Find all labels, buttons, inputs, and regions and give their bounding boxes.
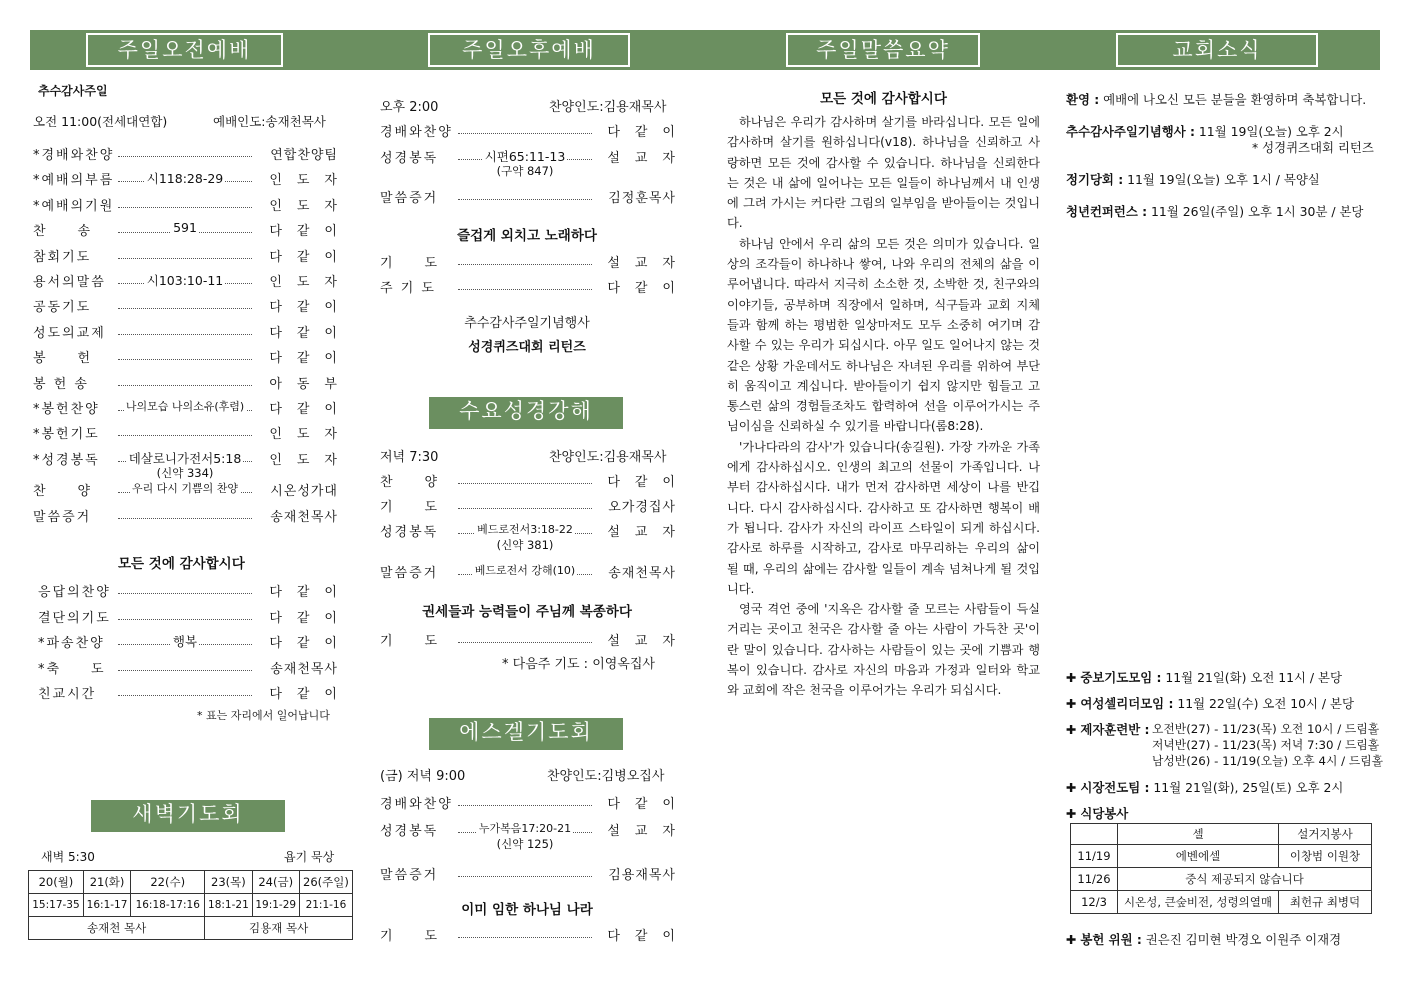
morning-time: 오전 11:00(전세대연합) bbox=[33, 114, 168, 129]
order-label: 성경봉독 bbox=[380, 525, 439, 540]
dawn-book: 욥기 묵상 bbox=[284, 850, 335, 864]
order-detail: 우리 다시 기쁨의 찬양 bbox=[131, 482, 239, 496]
order-label: 성경봉독 bbox=[380, 823, 439, 839]
summary-body bbox=[727, 112, 1040, 701]
ezekiel-time: (금) 저녁 9:00 bbox=[380, 769, 466, 784]
order-person: 설 교 자 bbox=[607, 525, 676, 540]
leader-dots bbox=[118, 695, 252, 696]
news-prayer-label: 중보기도모임 : bbox=[1080, 670, 1162, 685]
summary-paragraph: 하나님은 우리가 감사하며 살기를 바라십니다. 모든 일에 감사하며 살기를 원하십니다(v18). 하나님을 신뢰하고 사랑하면 모든 것에 감사할 수 있습니다. 하나님을 신뢰한다는 것은 내 삶에 일어나는 모든 일들이 하나님께서 내 인생에 그려 가시는 커다란 그림의 일부임을 받아들이는 것입니다. bbox=[727, 115, 1040, 231]
dawn-day: 23(목) bbox=[205, 871, 252, 894]
wednesday-time: 저녁 7:30 bbox=[380, 450, 439, 465]
order-label: 응답의찬양 bbox=[38, 585, 111, 600]
cross-icon: ✚ bbox=[1066, 722, 1077, 737]
news-women-text: 11월 22일(수) 오전 10시 / 본당 bbox=[1177, 696, 1354, 711]
news-kitchen-label: 식당봉사 bbox=[1080, 806, 1129, 821]
order-label: 기 도 bbox=[380, 634, 440, 649]
news-disciple-label: 제자훈련반 : bbox=[1080, 722, 1150, 737]
cross-icon: ✚ bbox=[1066, 780, 1077, 795]
order-person: 설 교 자 bbox=[607, 823, 676, 839]
order-detail: 베드로전서3:18-22 bbox=[477, 523, 573, 536]
news-youth bbox=[1066, 202, 1363, 220]
news-street-label: 시장전도팀 : bbox=[1080, 780, 1150, 795]
order-detail: 시103:10-11 bbox=[146, 273, 224, 288]
order-person: 다 같 이 bbox=[607, 125, 676, 140]
kitchen-head-cell: 셀 bbox=[1118, 824, 1279, 845]
leader-dots bbox=[118, 435, 252, 436]
dawn-day: 21(화) bbox=[83, 871, 130, 894]
order-person: 시온성가대 bbox=[270, 484, 338, 500]
order-detail: 591 bbox=[173, 220, 197, 236]
order-label: 말씀증거 bbox=[33, 509, 92, 525]
kitchen-table bbox=[1070, 823, 1372, 914]
dawn-passage: 15:17-35 bbox=[29, 894, 84, 917]
order-label: 찬 양 bbox=[33, 484, 93, 500]
order-label: 기 도 bbox=[380, 929, 440, 944]
ezekiel-sermon-title: 이미 임한 하나님 나라 bbox=[461, 902, 593, 918]
order-person: 아 동 부 bbox=[269, 376, 338, 392]
cross-icon: ✚ bbox=[1066, 932, 1077, 947]
order-person: 다 같 이 bbox=[269, 687, 338, 702]
leader-dots bbox=[118, 670, 252, 671]
news-disciple bbox=[1066, 720, 1149, 738]
morning-sermon-title: 모든 것에 감사합시다 bbox=[118, 556, 245, 572]
cross-icon: ✚ bbox=[1066, 670, 1077, 685]
order-person: 설 교 자 bbox=[607, 151, 676, 166]
order-label: 결단의기도 bbox=[38, 610, 111, 626]
leader-dots bbox=[458, 805, 592, 806]
leader-dots bbox=[458, 483, 592, 484]
dawn-passage: 16:1-17 bbox=[83, 894, 130, 917]
order-person: 다 같 이 bbox=[607, 475, 676, 490]
order-detail: 행복 bbox=[172, 634, 198, 649]
dawn-leader-2: 김용재 목사 bbox=[205, 917, 353, 940]
news-session bbox=[1066, 170, 1320, 188]
order-label: 경배와찬양 bbox=[380, 125, 453, 140]
dawn-time: 새벽 5:30 bbox=[41, 850, 95, 864]
dawn-days-row bbox=[29, 871, 353, 894]
order-label: *파송찬양 bbox=[38, 636, 105, 651]
leader-dots bbox=[458, 264, 592, 265]
news-welcome-text: 예배에 나오신 모든 분들을 환영하며 축복합니다. bbox=[1103, 92, 1367, 107]
dawn-day: 26(주일) bbox=[299, 871, 352, 894]
order-label: 참회기도 bbox=[33, 249, 92, 265]
leader-dots bbox=[118, 593, 252, 594]
order-detail: 나의모습 나의소유(후렴) bbox=[125, 400, 245, 413]
order-person: 김정훈목사 bbox=[608, 191, 676, 206]
order-person: 인 도 자 bbox=[269, 198, 338, 214]
dawn-passages-row bbox=[29, 894, 353, 917]
news-thanks-label: 추수감사주일기념행사 : bbox=[1066, 124, 1195, 139]
order-label: *축 도 bbox=[38, 661, 106, 677]
leader-dots bbox=[118, 518, 252, 519]
order-detail: 시118:28-29 bbox=[146, 171, 224, 187]
news-disciple-line: 오전반(27) - 11/23(목) 오전 10시 / 드림홀 bbox=[1152, 722, 1380, 736]
news-kitchen bbox=[1066, 804, 1128, 822]
order-subnote: (구약 847) bbox=[496, 164, 554, 178]
kitchen-date: 11/19 bbox=[1071, 845, 1118, 868]
leader-dots bbox=[118, 258, 252, 259]
dawn-passage: 21:1-16 bbox=[299, 894, 352, 917]
title-afternoon: 주일오후예배 bbox=[428, 33, 630, 67]
summary-paragraph: 하나님 안에서 우리 삶의 모든 것은 의미가 있습니다. 일상의 조각들이 하나하나 쌓여, 나와 우리의 전체의 삶을 이루어냅니다. 따라서 지극히 소소한 것, 소박한 것, 친구와의 이야기들, 공부하며 직장에서 일하며, 식구들과 교회 지체들과 함께 하는 평범한 일상마저도 모두 소중히 여기며 감사할 수 있는 우리가 되십시다. 아무 일도 일어나지 않는 것 같은 상황 가운데서도 하나님은 자녀된 우리를 위하여 부단히 움직이고 계십니다. 받아들이기 쉽지 않지만 힘들고 고통스런 삶의 경험들조차도 합력하여 선을 이루어가시는 주님이심을 신뢰하실 수 있기를 바랍니다(롬8:28). bbox=[727, 236, 1040, 434]
news-offering-label: 봉헌 위원 : bbox=[1080, 932, 1142, 947]
leader-dots bbox=[458, 508, 592, 509]
order-label: 기 도 bbox=[380, 256, 440, 271]
order-label: *경배와찬양 bbox=[33, 148, 115, 163]
summary-paragraph: '가나다라의 감사'가 있습니다(송길원). 가장 가까운 가족에게 감사하십시오. 인생의 최고의 선물이 가족입니다. 나부터 감사하십시다. 내가 먼저 감사하면 세상이 나를 반깁니다. 다시 감사하십시다. 감사하고 또 감사하면 행복이 배가 됩니다. 감사가 자신의 라이프 스타일이 되게 하십시다. 감사로 하루를 시작하고, 감사로 마무리하는 우리의 삶이 될 때, 우리의 삶에는 감사할 일들이 계속 넘쳐나게 될 것입니다. bbox=[727, 439, 1040, 596]
order-person: 인 도 자 bbox=[269, 427, 338, 443]
order-label: 말씀증거 bbox=[380, 566, 439, 581]
afternoon-time: 오후 2:00 bbox=[380, 100, 439, 115]
order-person: 다 같 이 bbox=[269, 636, 338, 651]
order-label: 주 기 도 bbox=[380, 281, 436, 296]
news-thanks-sub: * 성경퀴즈대회 리턴즈 bbox=[1252, 140, 1374, 155]
order-person: 다 같 이 bbox=[269, 249, 338, 265]
news-session-label: 정기당회 : bbox=[1066, 172, 1124, 187]
order-label: 봉 헌 송 bbox=[33, 376, 89, 392]
kitchen-notice: 중식 제공되지 않습니다 bbox=[1118, 868, 1372, 891]
order-person: 다 같 이 bbox=[269, 585, 338, 600]
order-person: 인 도 자 bbox=[269, 275, 338, 290]
title-morning: 주일오전예배 bbox=[86, 33, 283, 67]
order-person: 인 도 자 bbox=[269, 452, 338, 468]
leader-dots bbox=[458, 199, 592, 200]
order-label: 말씀증거 bbox=[380, 191, 439, 206]
order-label: *예배의부름 bbox=[33, 173, 115, 189]
title-news: 교회소식 bbox=[1116, 33, 1318, 67]
order-person: 송재천목사 bbox=[608, 566, 676, 581]
order-person: 연합찬양팀 bbox=[270, 148, 338, 163]
title-wednesday: 수요성경강해 bbox=[429, 397, 623, 429]
leader-dots bbox=[458, 642, 592, 643]
order-label: 찬 양 bbox=[380, 475, 440, 490]
order-person: 송재천목사 bbox=[270, 509, 338, 525]
leader-dots bbox=[458, 876, 592, 877]
order-label: 봉 헌 bbox=[33, 351, 93, 367]
news-prayer bbox=[1066, 668, 1342, 686]
order-person: 다 같 이 bbox=[269, 325, 338, 341]
dawn-table bbox=[28, 870, 353, 940]
summary-title: 모든 것에 감사합시다 bbox=[820, 91, 947, 107]
leader-dots bbox=[458, 289, 592, 290]
order-person: 오가경집사 bbox=[608, 500, 676, 515]
dawn-passage: 16:18-17:16 bbox=[131, 894, 205, 917]
order-label: 기 도 bbox=[380, 500, 440, 515]
news-prayer-text: 11월 21일(화) 오전 11시 / 본당 bbox=[1165, 670, 1342, 685]
order-detail: 누가복음17:20-21 bbox=[478, 821, 572, 835]
news-disciple-line: 저녁반(27) - 11/23(목) 저녁 7:30 / 드림홀 bbox=[1152, 738, 1380, 752]
order-label: 성경봉독 bbox=[380, 151, 439, 166]
news-thanks-text: 11월 19일(오늘) 오후 2시 bbox=[1198, 124, 1344, 139]
news-street-text: 11월 21일(화), 25일(토) 오후 2시 bbox=[1153, 780, 1344, 795]
news-street bbox=[1066, 778, 1343, 796]
kitchen-dish: 최헌규 최병덕 bbox=[1279, 891, 1372, 914]
order-label: 경배와찬양 bbox=[380, 797, 453, 812]
order-label: 용서의말씀 bbox=[33, 275, 106, 290]
order-person: 인 도 자 bbox=[269, 173, 338, 189]
news-youth-text: 11월 26일(주일) 오후 1시 30분 / 본당 bbox=[1151, 204, 1364, 219]
title-sermon-summary: 주일말씀요약 bbox=[786, 33, 980, 67]
order-person: 송재천목사 bbox=[270, 661, 338, 677]
cross-icon: ✚ bbox=[1066, 806, 1077, 821]
order-person: 다 같 이 bbox=[269, 300, 338, 316]
news-offering-text: 권은진 김미현 박경오 이원주 이재경 bbox=[1145, 932, 1342, 947]
leader-dots bbox=[118, 156, 252, 157]
order-label: *봉헌기도 bbox=[33, 427, 100, 443]
kitchen-dish: 이창범 이원창 bbox=[1279, 845, 1372, 868]
dawn-leader-1: 송재천 목사 bbox=[29, 917, 205, 940]
leader-dots bbox=[458, 937, 592, 938]
summary-paragraph: 영국 격언 중에 '지옥은 감사할 줄 모르는 사람들이 득실거리는 곳이고 천국은 감사할 줄 아는 사람이 가득찬 곳'이란 말이 있습니다. 감사하는 사람들이 있는 곳에 기쁨과 행복이 있습니다. 감사로 자신의 마음과 가정과 일터와 학교와 교회에 작은 천국을 이루어가는 우리가 되십시다. bbox=[727, 602, 1040, 698]
dawn-day: 24(금) bbox=[252, 871, 299, 894]
wednesday-leader: 찬양인도:김용재목사 bbox=[549, 450, 667, 465]
order-label: *예배의기원 bbox=[33, 198, 115, 214]
afternoon-sermon-title: 즐겁게 외치고 노래하다 bbox=[457, 228, 597, 244]
title-dawn: 새벽기도회 bbox=[91, 800, 285, 832]
wednesday-next: * 다음주 기도 : 이영옥집사 bbox=[502, 657, 655, 672]
dawn-passage: 18:1-21 bbox=[205, 894, 252, 917]
leader-dots bbox=[118, 334, 252, 335]
news-disciple-line: 남성반(26) - 11/19(오늘) 오후 4시 / 드림홀 bbox=[1152, 754, 1384, 768]
leader-dots bbox=[118, 385, 252, 386]
order-detail: 베드로전서 강해(10) bbox=[474, 564, 576, 577]
news-welcome bbox=[1066, 90, 1366, 108]
title-ezekiel: 에스겔기도회 bbox=[429, 718, 623, 750]
order-subnote: (신약 125) bbox=[496, 836, 554, 851]
news-offering bbox=[1066, 930, 1341, 948]
order-person: 다 같 이 bbox=[607, 281, 676, 296]
dawn-passage: 19:1-29 bbox=[252, 894, 299, 917]
news-youth-label: 청년컨퍼런스 : bbox=[1066, 204, 1148, 219]
order-person: 다 같 이 bbox=[607, 797, 676, 812]
order-person: 김용재목사 bbox=[608, 868, 676, 883]
order-detail: 데살로니가전서5:18 bbox=[128, 450, 242, 466]
morning-subtitle: 추수감사주일 bbox=[38, 84, 108, 98]
order-person: 다 같 이 bbox=[607, 929, 676, 944]
order-label: 말씀증거 bbox=[380, 868, 439, 883]
afternoon-event-2: 성경퀴즈대회 리턴즈 bbox=[468, 340, 586, 355]
order-person: 다 같 이 bbox=[269, 610, 338, 626]
news-women-label: 여성셀리더모임 : bbox=[1080, 696, 1174, 711]
order-person: 다 같 이 bbox=[269, 224, 338, 240]
ezekiel-leader: 찬양인도:김병오집사 bbox=[547, 769, 665, 784]
news-women bbox=[1066, 694, 1354, 712]
order-label: 친교시간 bbox=[38, 687, 97, 702]
leader-dots bbox=[118, 359, 252, 360]
order-detail: 시편65:11-13 bbox=[484, 149, 566, 164]
leader-dots bbox=[458, 133, 592, 134]
leader-dots bbox=[118, 308, 252, 309]
morning-note: * 표는 자리에서 일어납니다 bbox=[197, 709, 330, 722]
afternoon-event-1: 추수감사주일기념행사 bbox=[464, 316, 590, 331]
order-label: *성경봉독 bbox=[33, 452, 100, 468]
kitchen-date: 12/3 bbox=[1071, 891, 1118, 914]
order-label: 찬 송 bbox=[33, 224, 93, 240]
order-label: *봉헌찬양 bbox=[33, 402, 100, 417]
order-person: 다 같 이 bbox=[269, 351, 338, 367]
order-label: 성도의교제 bbox=[33, 325, 106, 341]
kitchen-cell: 에벤에셀 bbox=[1118, 845, 1279, 868]
order-person: 설 교 자 bbox=[607, 256, 676, 271]
kitchen-head-empty bbox=[1071, 824, 1118, 845]
order-person: 다 같 이 bbox=[269, 402, 338, 417]
dawn-day: 20(월) bbox=[29, 871, 84, 894]
cross-icon: ✚ bbox=[1066, 696, 1077, 711]
dawn-day: 22(수) bbox=[131, 871, 205, 894]
wednesday-sermon-title: 권세들과 능력들이 주님께 복종하다 bbox=[422, 604, 632, 620]
leader-dots bbox=[118, 619, 252, 620]
news-welcome-label: 환영 : bbox=[1066, 92, 1100, 107]
leader-dots bbox=[118, 207, 252, 208]
kitchen-date: 11/26 bbox=[1071, 868, 1118, 891]
order-subnote: (신약 334) bbox=[156, 465, 214, 480]
news-session-text: 11월 19일(오늘) 오후 1시 / 목양실 bbox=[1127, 172, 1320, 187]
afternoon-leader: 찬양인도:김용재목사 bbox=[549, 100, 667, 115]
order-person: 설 교 자 bbox=[607, 634, 676, 649]
kitchen-head-dish: 설거지봉사 bbox=[1279, 824, 1372, 845]
morning-leader: 예배인도:송재천목사 bbox=[213, 114, 326, 129]
order-subnote: (신약 381) bbox=[496, 538, 554, 552]
kitchen-cell: 시온성, 큰숲비전, 성령의열매 bbox=[1118, 891, 1279, 914]
order-label: 공동기도 bbox=[33, 300, 92, 316]
